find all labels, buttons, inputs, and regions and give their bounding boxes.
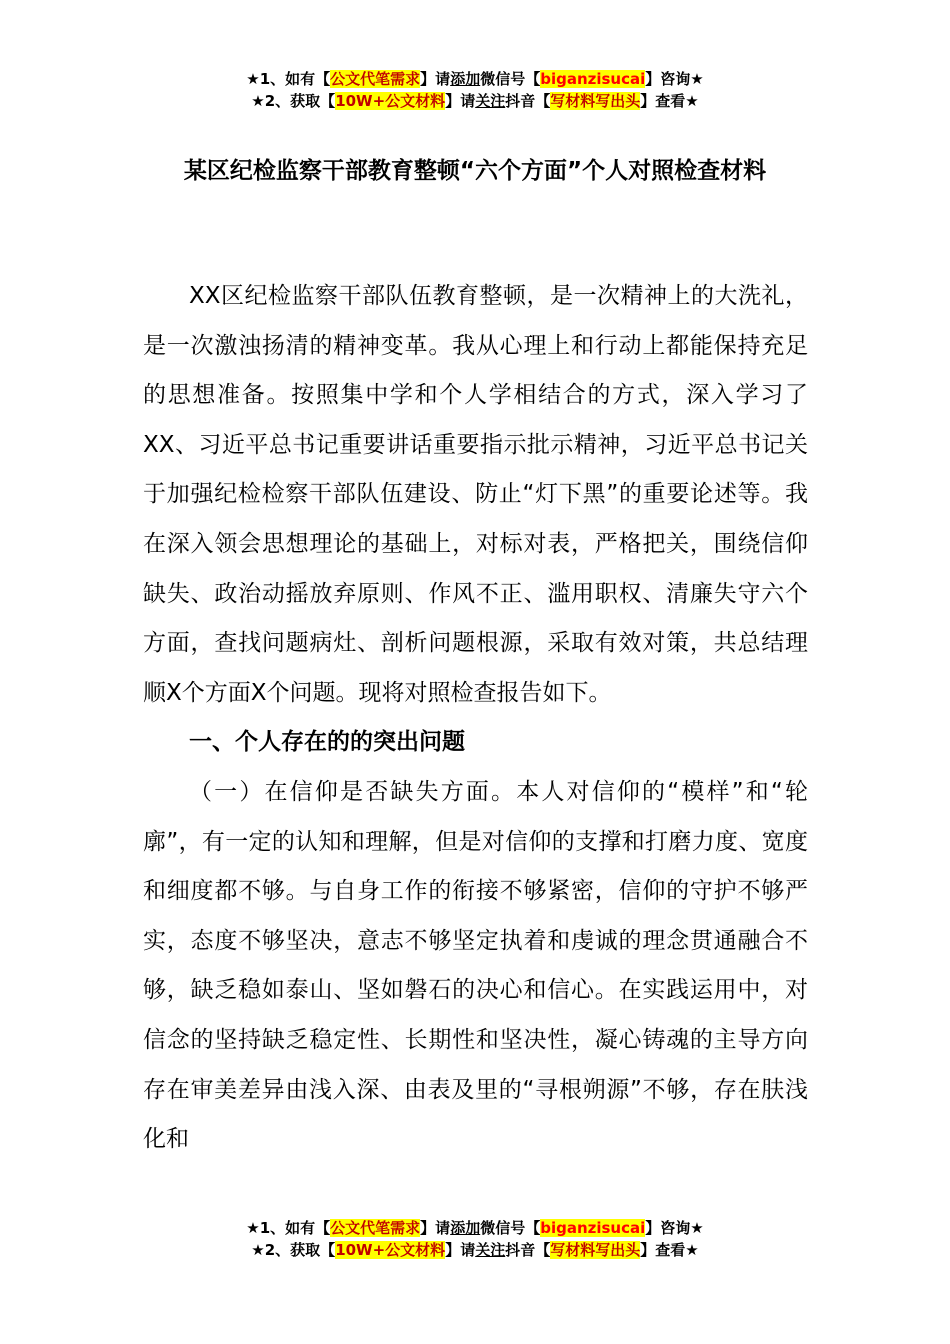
body-paragraph: （一）在信仰是否缺失方面。本人对信仰的“模样”和“轮廓”，有一定的认知和理解，但是对信仰的支撑和打磨力度、宽度和细度都不够。与自身工作的衔接不够紧密，信仰的守护不够严实，态度不够坚决，意志不够坚定执着和虔诚的理念贯通融合不够，缺乏稳如泰山、坚如磐石的决心和信心。在实践运用中，对信念的坚持缺乏稳定性、长期性和坚决性，凝心铸魂的主导方向存在审美差异由浅入深、由表及里的“寻根朔源”不够，存在肤浅化和 — [143, 778, 808, 1153]
promo-wechat-id: biganzisucai — [540, 1219, 646, 1237]
document-title: 某区纪检监察干部教育整顿“六个方面”个人对照检查材料 — [183, 158, 767, 184]
promo-highlight: 公文代笔需求 — [330, 1219, 421, 1237]
promo-highlight: 10W+公文材料 — [335, 92, 446, 110]
promo-banner-top — [0, 68, 950, 112]
promo-highlight: 公文代笔需求 — [330, 70, 421, 88]
promo-line-2: ★2、获取【10W+公文材料】请关注抖音【写材料写出头】查看★ — [251, 92, 699, 110]
intro-paragraph: XX区纪检监察干部队伍教育整顿，是一次精神上的大洗礼，是一次激浊扬清的精神变革。我从心理上和行动上都能保持充足的思想准备。按照集中学和个人学相结合的方式，深入学习了XX、习近平总书记重要讲话重要指示批示精神，习近平总书记关于加强纪检检察干部队伍建设、防止“灯下黑”的重要论述等。我在深入领会思想理论的基础上，对标对表，严格把关，围绕信仰缺失、政治动摇放弃原则、作风不正、滥用职权、清廉失守六个方面，查找问题病灶、剖析问题根源，采取有效对策，共总结理顺X个方面X个问题。现将对照检查报告如下。 — [143, 283, 808, 706]
promo-banner-bottom — [0, 1217, 950, 1261]
promo-douyin-id: 写材料写出头 — [550, 1241, 641, 1259]
promo-line-1: ★1、如有【公文代笔需求】请添加微信号【biganzisucai】咨询★ — [246, 70, 704, 88]
section-heading: 一、个人存在的的突出问题 — [189, 729, 465, 756]
promo-highlight: 10W+公文材料 — [335, 1241, 446, 1259]
document-body — [143, 272, 808, 1165]
promo-wechat-id: biganzisucai — [540, 70, 646, 88]
promo-line-1: ★1、如有【公文代笔需求】请添加微信号【biganzisucai】咨询★ — [246, 1219, 704, 1237]
promo-line-2: ★2、获取【10W+公文材料】请关注抖音【写材料写出头】查看★ — [251, 1241, 699, 1259]
promo-douyin-id: 写材料写出头 — [550, 92, 641, 110]
